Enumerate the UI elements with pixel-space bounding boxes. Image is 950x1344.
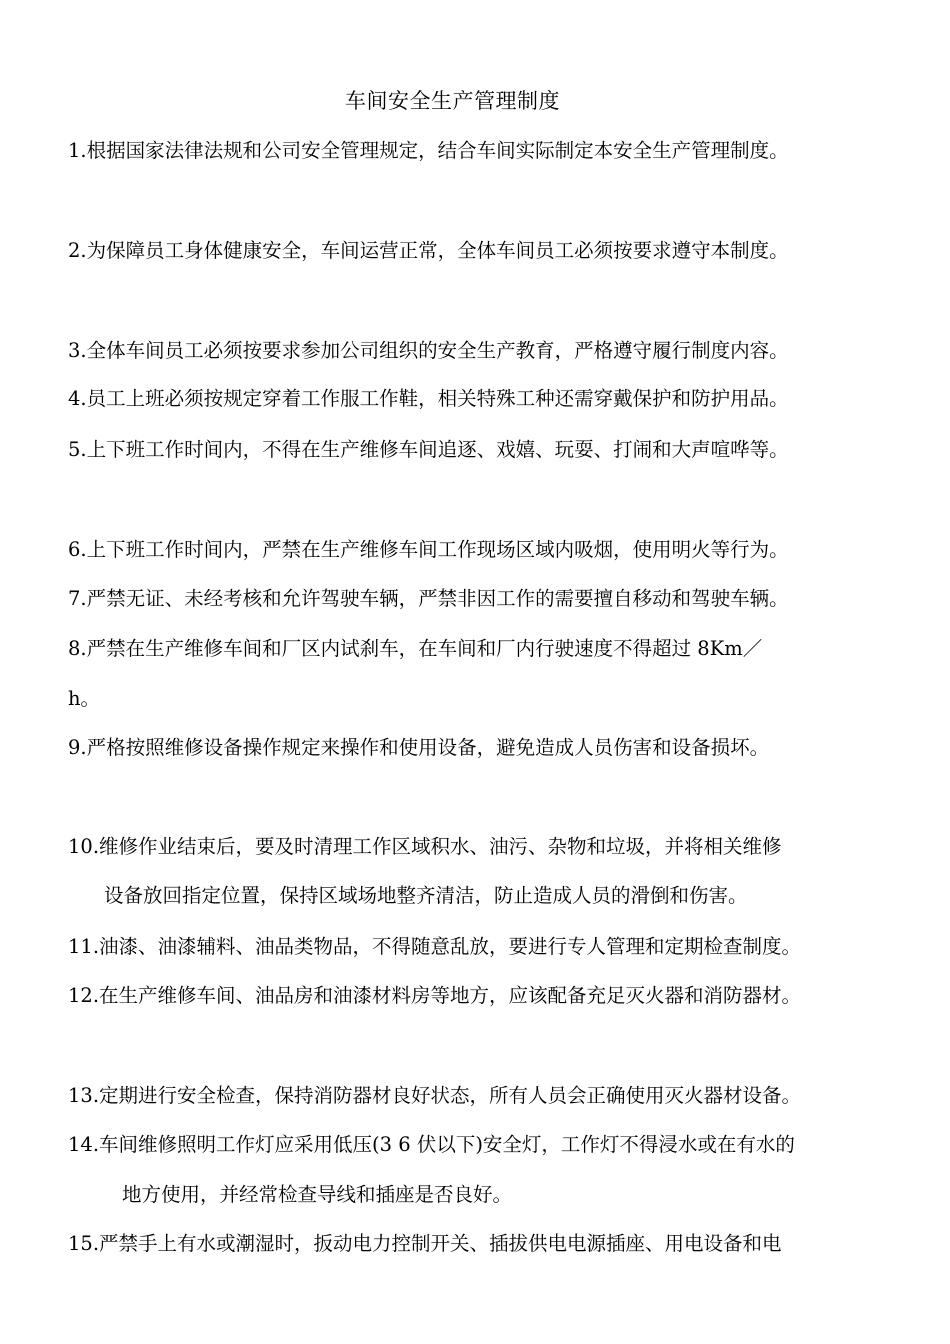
rule-line-14-continued: 地方使用，并经常检查导线和插座是否良好。 [122, 1183, 513, 1206]
rule-line-4: 4.员工上班必须按规定穿着工作服工作鞋，相关特殊工种还需穿戴保护和防护用品。 [68, 387, 789, 410]
rule-line-11: 11.油漆、油漆辅料、油品类物品，不得随意乱放，要进行专人管理和定期检查制度。 [68, 935, 802, 958]
rule-line-6: 6.上下班工作时间内，严禁在生产维修车间工作现场区域内吸烟，使用明火等行为。 [68, 538, 789, 561]
document-title: 车间安全生产管理制度 [345, 89, 560, 113]
rule-line-14: 14.车间维修照明工作灯应采用低压(3 6 伏以下)安全灯，工作灯不得浸水或在有水的 [68, 1133, 795, 1156]
rule-line-8: 8.严禁在生产维修车间和厂区内试刹车，在车间和厂内行驶速度不得超过 8Km／ [68, 637, 763, 660]
rule-line-9: 9.严格按照维修设备操作规定来操作和使用设备，避免造成人员伤害和设备损坏。 [68, 736, 770, 759]
rule-line-1: 1.根据国家法律法规和公司安全管理规定，结合车间实际制定本安全生产管理制度。 [68, 139, 789, 162]
rule-line-5: 5.上下班工作时间内，不得在生产维修车间追逐、戏嬉、玩耍、打闹和大声喧哗等。 [68, 438, 789, 461]
rule-line-10-continued: 设备放回指定位置，保持区域场地整齐清洁，防止造成人员的滑倒和伤害。 [104, 884, 748, 907]
rule-line-12: 12.在生产维修车间、油品房和油漆材料房等地方，应该配备充足灭火器和消防器材。 [68, 984, 802, 1007]
rule-line-10: 10.维修作业结束后，要及时清理工作区域积水、油污、杂物和垃圾，并将相关维修 [68, 835, 782, 858]
rule-line-7: 7.严禁无证、未经考核和允许驾驶车辆，严禁非因工作的需要擅自移动和驾驶车辆。 [68, 587, 789, 610]
rule-line-15: 15.严禁手上有水或潮湿时，扳动电力控制开关、插拔供电电源插座、用电设备和电 [68, 1232, 782, 1255]
rule-line-2: 2.为保障员工身体健康安全，车间运营正常，全体车间员工必须按要求遵守本制度。 [68, 239, 789, 262]
rule-line-3: 3.全体车间员工必须按要求参加公司组织的安全生产教育，严格遵守履行制度内容。 [68, 339, 789, 362]
rule-line-13: 13.定期进行安全检查，保持消防器材良好状态，所有人员会正确使用灭火器材设备。 [68, 1084, 802, 1107]
rule-line-8-continued: h。 [68, 687, 101, 710]
